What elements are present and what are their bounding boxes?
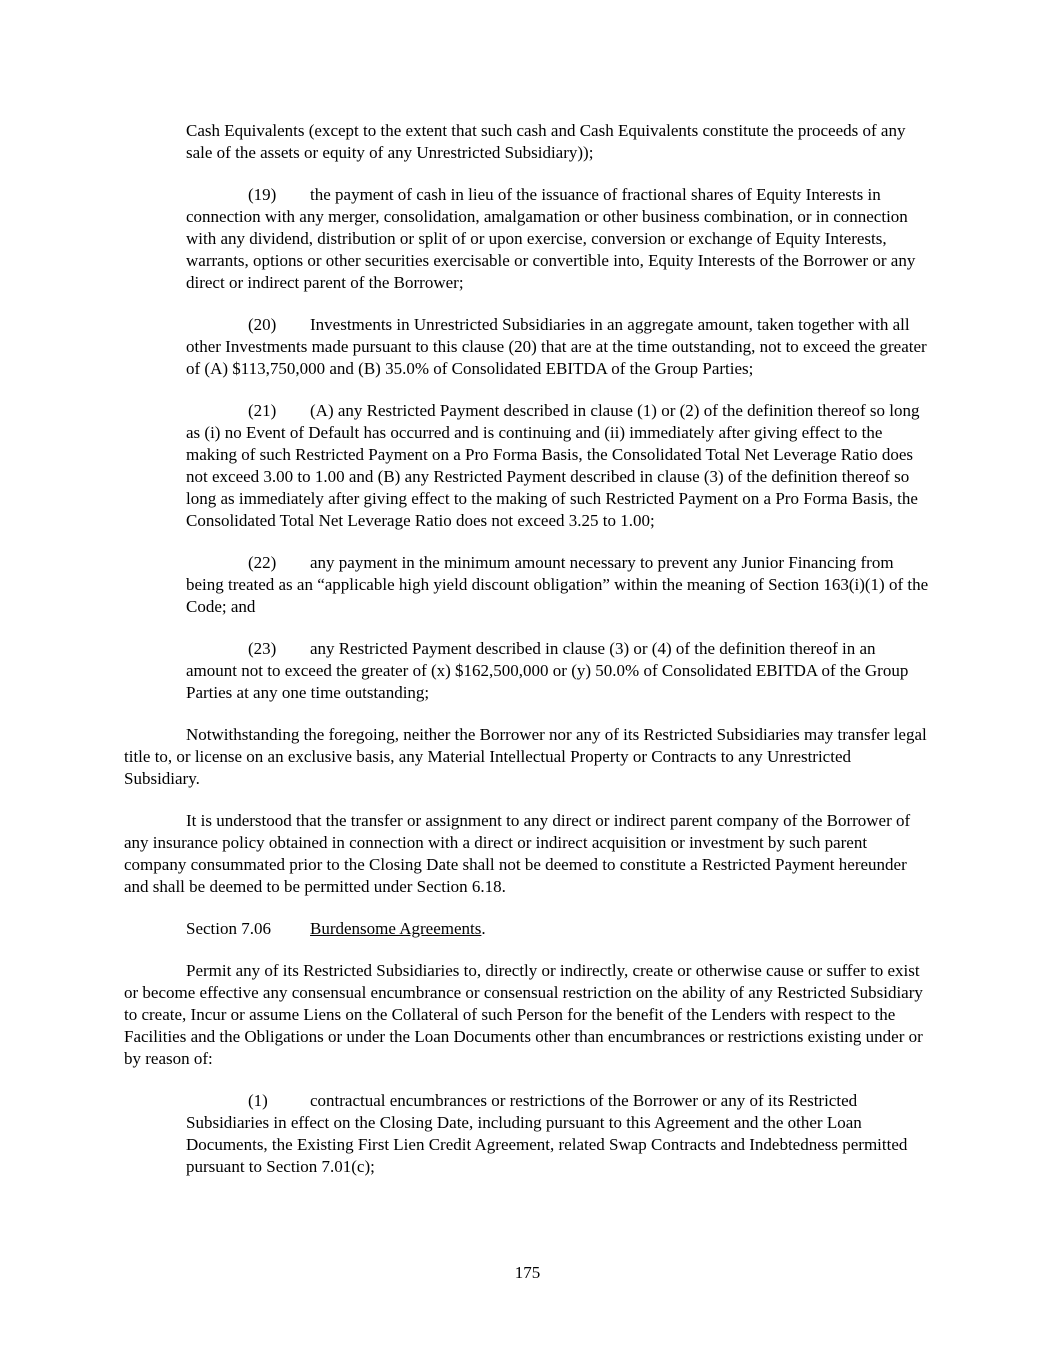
section-heading-title: Burdensome Agreements bbox=[310, 919, 482, 938]
clause-23 bbox=[186, 638, 930, 704]
clause-19-text: the payment of cash in lieu of the issuance of fractional shares of Equity Interests in connection with any merger, consolidation, amalgamation or other business combination, or in connection with any dividend, distribution or split of or upon exercise, conversion or exchange of Equity Interests, warrants, options or other securities exercisable or convertible into, Equity Interests of the Borrower or any direct or indirect parent of the Borrower; bbox=[186, 185, 916, 292]
clause-21-text: (A) any Restricted Payment described in clause (1) or (2) of the definition thereof so long as (i) no Event of Default has occurred and is continuing and (ii) immediately after giving effect to the making of such Restricted Payment on a Pro Forma Basis, the Consolidated Total Net Leverage Ratio does not exceed 3.00 to 1.00 and (B) any Restricted Payment described in clause (3) of the definition thereof so long as immediately after giving effect to the making of such Restricted Payment on a Pro Forma Basis, the Consolidated Total Net Leverage Ratio does not exceed 3.25 to 1.00; bbox=[186, 401, 920, 530]
page-number: 175 bbox=[514, 1263, 541, 1282]
clause-21-number: (21) bbox=[248, 401, 277, 420]
clause-20 bbox=[186, 314, 930, 380]
section-heading-suffix: . bbox=[481, 919, 486, 938]
paragraph-permit-any: Permit any of its Restricted Subsidiaries to, directly or indirectly, create or otherwise cause or suffer to exist or become effective any consensual encumbrance or consensual restriction on the ability of any Restricted Subsidiary to create, Incur or assume Liens on the Collateral of such Person for the benefit of the Lenders with respect to the Facilities and the Obligations or under the Loan Documents other than encumbrances or restrictions existing under or by reason of: bbox=[124, 961, 923, 1068]
clause-1 bbox=[186, 1090, 930, 1178]
clause-23-text: any Restricted Payment described in clause (3) or (4) of the definition thereof in an amount not to exceed the greater of (x) $162,500,000 or (y) 50.0% of Consolidated EBITDA of the Group Parties at any one time outstanding; bbox=[186, 639, 909, 702]
section-heading-label: Section 7.06 bbox=[186, 919, 271, 938]
clause-22 bbox=[186, 552, 930, 618]
clause-20-text: Investments in Unrestricted Subsidiaries in an aggregate amount, taken together with all other Investments made pursuant to this clause (20) that are at the time outstanding, not to exceed the greater of (A) $113,750,000 and (B) 35.0% of Consolidated EBITDA of the Group Parties; bbox=[186, 315, 927, 378]
clause-22-number: (22) bbox=[248, 553, 277, 572]
clause-1-text: contractual encumbrances or restrictions of the Borrower or any of its Restricted Subsidiaries in effect on the Closing Date, including pursuant to this Agreement and the other Loan Documents, the Existing First Lien Credit Agreement, related Swap Contracts and Indebtedness permitted pursuant to Section 7.01(c); bbox=[186, 1091, 908, 1176]
clause-22-text: any payment in the minimum amount necessary to prevent any Junior Financing from being treated as an “applicable high yield discount obligation” within the meaning of Section 163(i)(1) of the Code; and bbox=[186, 553, 929, 616]
paragraph-notwithstanding: Notwithstanding the foregoing, neither the Borrower nor any of its Restricted Subsidiaries may transfer legal title to, or license on an exclusive basis, any Material Intellectual Property or Contracts to any Unrestricted Subsidiary. bbox=[124, 725, 927, 788]
section-heading-7-06 bbox=[124, 918, 930, 940]
clause-1-number: (1) bbox=[248, 1091, 268, 1110]
paragraph-it-is-understood: It is understood that the transfer or assignment to any direct or indirect parent company of the Borrower of any insurance policy obtained in connection with a direct or indirect acquisition or investment by such parent company consummated prior to the Closing Date shall not be deemed to constitute a Restricted Payment hereunder and shall be deemed to be permitted under Section 6.18. bbox=[124, 811, 911, 896]
clause-21 bbox=[186, 400, 930, 532]
clause-19 bbox=[186, 184, 930, 294]
paragraph-clause-continuation: Cash Equivalents (except to the extent that such cash and Cash Equivalents constitute the proceeds of any sale of the assets or equity of any Unrestricted Subsidiary)); bbox=[186, 121, 906, 162]
clause-23-number: (23) bbox=[248, 639, 277, 658]
clause-20-number: (20) bbox=[248, 315, 277, 334]
clause-19-number: (19) bbox=[248, 185, 277, 204]
